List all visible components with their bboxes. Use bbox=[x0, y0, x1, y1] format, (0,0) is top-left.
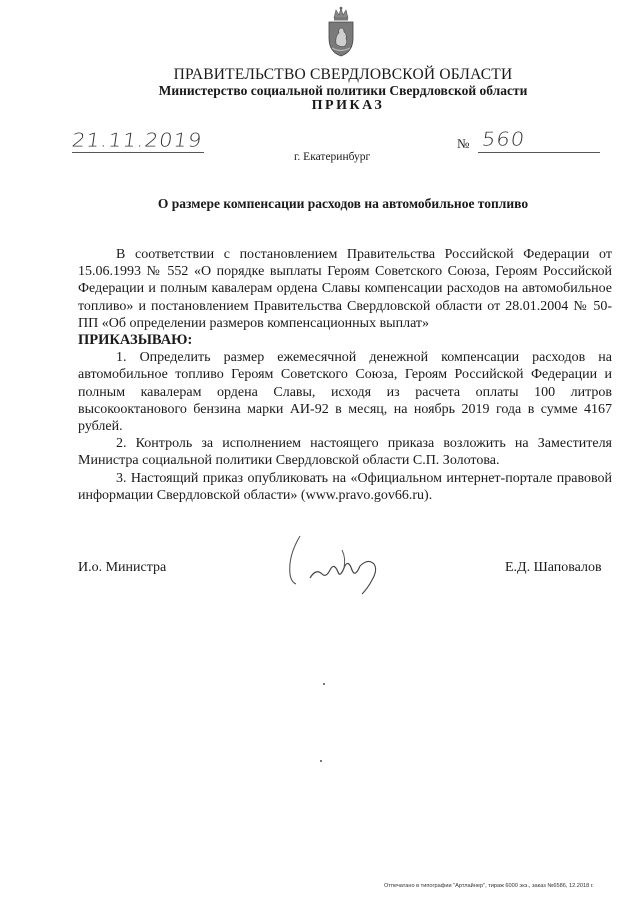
number-underline bbox=[478, 152, 600, 153]
order-item-2: 2. Контроль за исполнением настоящего приказа возложить на Заместителя Министра социальной политики Свердловской области С.П. Золотова. bbox=[78, 436, 612, 469]
scan-speck bbox=[320, 760, 322, 762]
scan-speck bbox=[323, 683, 325, 685]
city-name: г. Екатеринбург bbox=[294, 151, 371, 163]
order-item-3: 3. Настоящий приказ опубликовать на «Официальном интернет-портале правовой информации Свердловской области» (www.pravo.gov66.ru). bbox=[78, 470, 612, 503]
ministry-name: Министерство социальной политики Свердловской области bbox=[158, 83, 528, 98]
number-sign: № bbox=[457, 136, 470, 151]
order-body bbox=[78, 246, 612, 504]
print-footer: Отпечатано в типографии "Артлайнер", тираж 6000 экз., заказ №6586, 12.2018 г. bbox=[384, 883, 594, 889]
order-type-title: ПРИКАЗ bbox=[311, 98, 385, 113]
signatory-name: Е.Д. Шаповалов bbox=[505, 560, 602, 575]
order-subject: О размере компенсации расходов на автомобильное топливо bbox=[157, 196, 529, 211]
date-underline bbox=[72, 152, 204, 153]
order-date: 21.11.2019 bbox=[70, 129, 204, 151]
handwritten-signature bbox=[282, 528, 394, 598]
order-number: 560 bbox=[480, 128, 527, 150]
order-directive-word: ПРИКАЗЫВАЮ: bbox=[78, 332, 193, 349]
coat-of-arms-icon bbox=[326, 6, 356, 58]
government-title: ПРАВИТЕЛЬСТВО СВЕРДЛОВСКОЙ ОБЛАСТИ bbox=[173, 66, 513, 83]
preamble-paragraph: В соответствии с постановлением Правительства Российской Федерации от 15.06.1993 № 552 «О порядке выплаты Героям Советского Союза, Героям Российской Федерации и полным кавалерам ордена Славы компенсации расходов на автомобильное топливо» и постановлением Правительства Свердловской области от 28.01.2004 № 50-ПП «Об определении размеров компенсационных выплат» bbox=[78, 247, 612, 331]
signatory-position: И.о. Министра bbox=[78, 560, 167, 575]
order-item-1: 1. Определить размер ежемесячной денежной компенсации расходов на автомобильное топливо Героям Советского Союза, Героям Российской Федерации и полным кавалерам ордена Славы, исходя из расчета оплаты 100 литров высокооктанового бензина марки АИ-92 в месяц, на ноябрь 2019 года в сумме 4167 рублей. bbox=[78, 350, 612, 435]
